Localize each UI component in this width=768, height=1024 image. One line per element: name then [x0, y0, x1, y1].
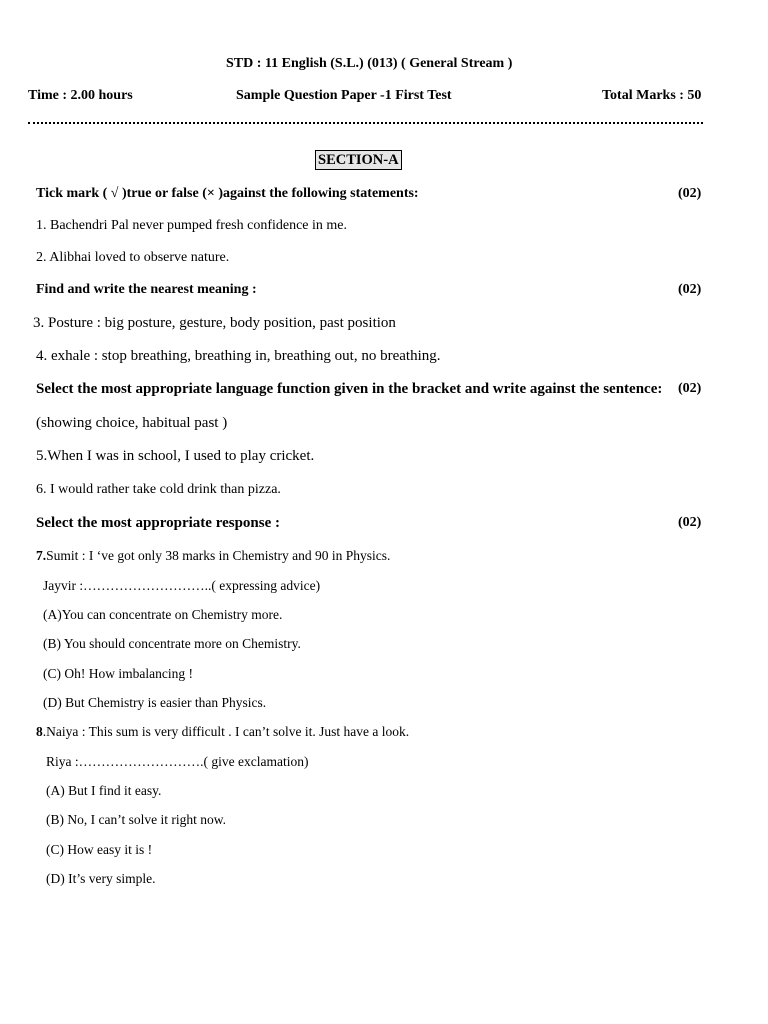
answer-choice: (D) But Chemistry is easier than Physics.	[43, 695, 267, 710]
q-block1-marks: (02)	[678, 186, 702, 201]
answer-choice: (A)You can concentrate on Chemistry more.	[43, 607, 283, 622]
question-number: 8	[36, 724, 43, 739]
paper-name: Sample Question Paper -1 First Test	[236, 88, 452, 103]
answer-choice: (C) Oh! How imbalancing !	[43, 666, 193, 681]
question-text: .Naiya : This sum is very difficult . I can’t solve it. Just have a look.	[42, 724, 410, 739]
q-block4-marks: (02)	[678, 515, 702, 530]
question-item: 1. Bachendri Pal never pumped fresh confidence in me.	[36, 218, 348, 233]
answer-choice: (C) How easy it is !	[46, 842, 153, 857]
answer-choice: (D) It’s very simple.	[46, 871, 156, 886]
q-block4-heading: Select the most appropriate response :	[36, 515, 280, 531]
question-item: 5.When I was in school, I used to play cricket.	[36, 448, 315, 464]
language-function-options: (showing choice, habitual past )	[36, 415, 228, 431]
question-item: 3. Posture : big posture, gesture, body position, past position	[33, 315, 396, 331]
question-number: 7.	[36, 548, 47, 563]
question-7	[36, 547, 390, 565]
q-block2-heading: Find and write the nearest meaning :	[36, 282, 257, 297]
q-block2-marks: (02)	[678, 282, 702, 297]
question-item: 4. exhale : stop breathing, breathing in, breathing out, no breathing.	[36, 348, 441, 364]
question-8	[36, 723, 409, 741]
q-block3-marks: (02)	[678, 381, 702, 396]
q-block1-heading: Tick mark ( √ )true or false (× )against the following statements:	[36, 186, 419, 201]
answer-choice: (A) But I find it easy.	[46, 783, 162, 798]
q-block3-heading: Select the most appropriate language function given in the bracket and write against the sentence:	[36, 381, 663, 397]
section-heading: SECTION-A	[315, 150, 402, 170]
question-text: Sumit : I ‘ve got only 38 marks in Chemistry and 90 in Physics.	[46, 548, 391, 563]
answer-choice: (B) No, I can’t solve it right now.	[46, 812, 226, 827]
total-marks: Total Marks : 50	[602, 88, 702, 103]
question-item: 6. I would rather take cold drink than pizza.	[36, 482, 281, 497]
response-prompt: Riya :……………………….( give exclamation)	[46, 754, 309, 769]
time-label: Time : 2.00 hours	[28, 88, 133, 103]
answer-choice: (B) You should concentrate more on Chemistry.	[43, 636, 301, 651]
response-prompt: Jayvir :………………………..( expressing advice)	[43, 578, 321, 593]
paper-title: STD : 11 English (S.L.) (013) ( General Stream )	[226, 56, 513, 71]
dotted-divider	[28, 122, 703, 124]
question-item: 2. Alibhai loved to observe nature.	[36, 250, 230, 265]
